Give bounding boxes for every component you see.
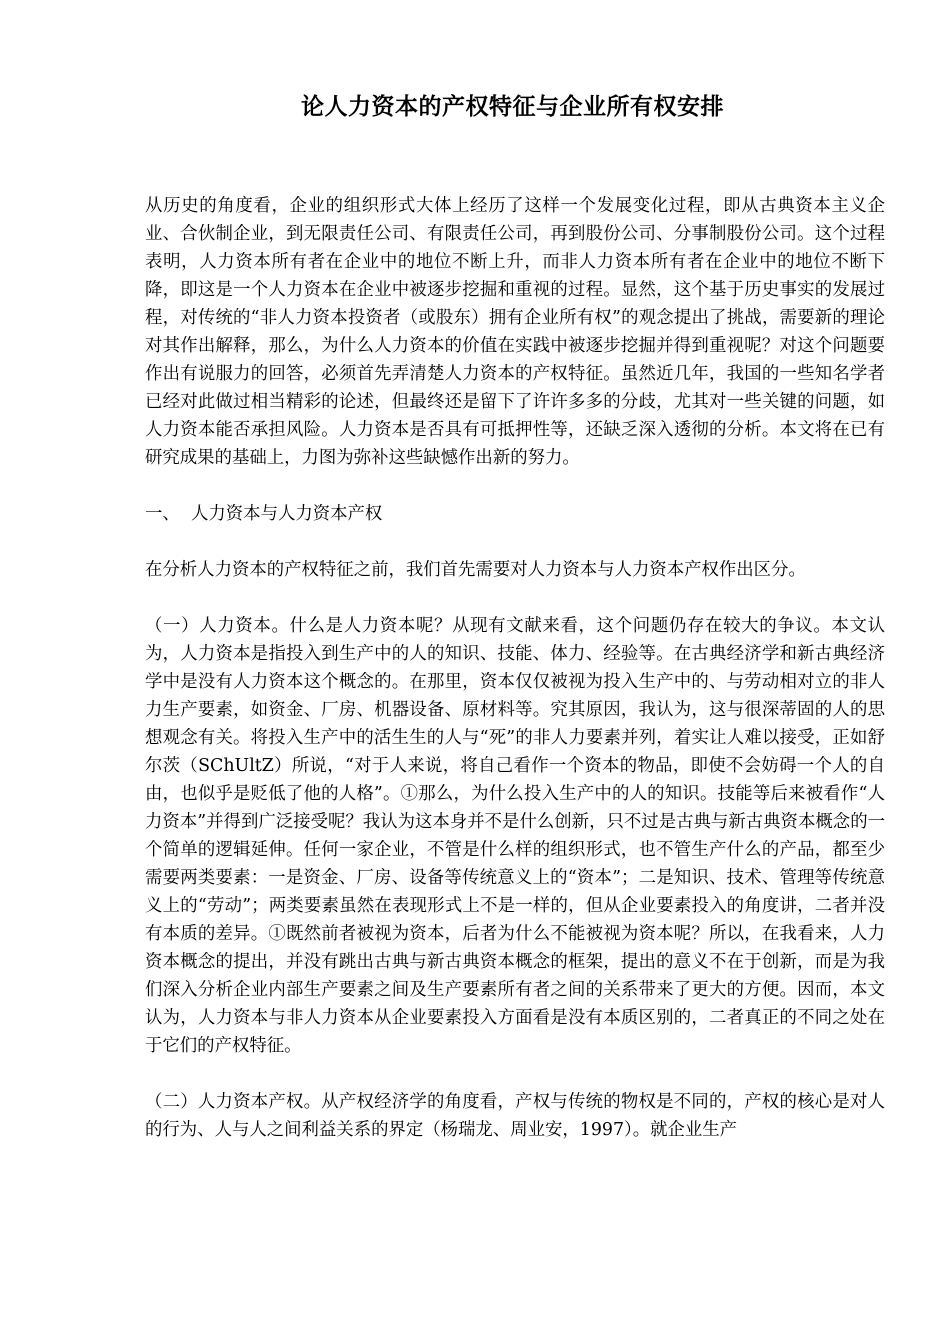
section-intro-paragraph: 在分析人力资本的产权特征之前，我们首先需要对人力资本与人力资本产权作出区分。 (145, 560, 806, 580)
document-body (145, 192, 885, 1172)
human-capital-paragraph: （一）人力资本。什么是人力资本呢？从现有文献来看，这个问题仍存在较大的争议。本文认为，人力资本是指投入到生产中的人的知识、技能、体力、经验等。在古典经济学和新古典经济学中是没有人力资本这个概念的。在那里，资本仅仅被视为投入生产中的、与劳动相对立的非人力生产要素，如资金、厂房、机器设备、原材料等。究其原因，我认为，这与很深蒂固的人的思想观念有关。将投入生产中的活生生的人与“死”的非人力要素并列，着实让人难以接受，正如舒尔茨（SChUltZ）所说，“对于人来说，将自己看作一个资本的物品，即使不会妨碍一个人的自由，也似乎是贬低了他的人格”。①那么，为什么投入生产中的人的知识。技能等后来被看作“人力资本”并得到广泛接受呢？我认为这本身并不是什么创新，只不过是古典与新古典资本概念的一个简单的逻辑延伸。任何一家企业，不管是什么样的组织形式，也不管生产什么的产品，都至少需要两类要素：一是资金、厂房、设备等传统意义上的“资本”；二是知识、技术、管理等传统意义上的“劳动”；两类要素虽然在表现形式上不是一样的，但从企业要素投入的角度讲，二者并没有本质的差异。①既然前者被视为资本，后者为什么不能被视为资本呢？所以，在我看来，人力资本概念的提出，并没有跳出古典与新古典资本概念的框架，提出的意义不在于创新，而是为我们深入分析企业内部生产要素之间及生产要素所有者之间的关系带来了更大的方便。因而，本文认为，人力资本与非人力资本从企业要素投入方面看是没有本质区别的，二者真正的不同之处在于它们的产权特征。 (145, 616, 885, 1056)
section-heading (145, 500, 885, 528)
intro-paragraph: 从历史的角度看，企业的组织形式大体上经历了这样一个发展变化过程，即从古典资本主义企业、合伙制企业，到无限责任公司、有限责任公司，再到股份公司、分事制股份公司。这个过程表明，人力资本所有者在企业中的地位不断上升，而非人力资本所有者在企业中的地位不断下降，即这是一个人力资本在企业中被逐步挖掘和重视的过程。显然，这个基于历史事实的发展过程，对传统的“非人力资本投资者（或股东）拥有企业所有权”的观念提出了挑战，需要新的理论对其作出解释，那么，为什么人力资本的价值在实践中被逐步挖掘并得到重视呢？对这个问题要作出有说服力的回答，必须首先弄清楚人力资本的产权特征。虽然近几年，我国的一些知名学者已经对此做过相当精彩的论述，但最终还是留下了许许多多的分歧，尤其对一些关键的问题，如人力资本能否承担风险。人力资本是否具有可抵押性等，还缺乏深入透彻的分析。本文将在已有研究成果的基础上，力图为弥补这些缺憾作出新的努力。 (145, 196, 885, 468)
section-number: 一、 (145, 504, 180, 524)
human-capital-property-paragraph: （二）人力资本产权。从产权经济学的角度看，产权与传统的物权是不同的，产权的核心是对人的行为、人与人之间利益关系的界定（杨瑞龙、周业安，1997）。就企业生产 (145, 1092, 885, 1140)
section-title: 人力资本与人力资本产权 (191, 504, 383, 524)
document-title: 论人力资本的产权特征与企业所有权安排 (301, 94, 724, 120)
